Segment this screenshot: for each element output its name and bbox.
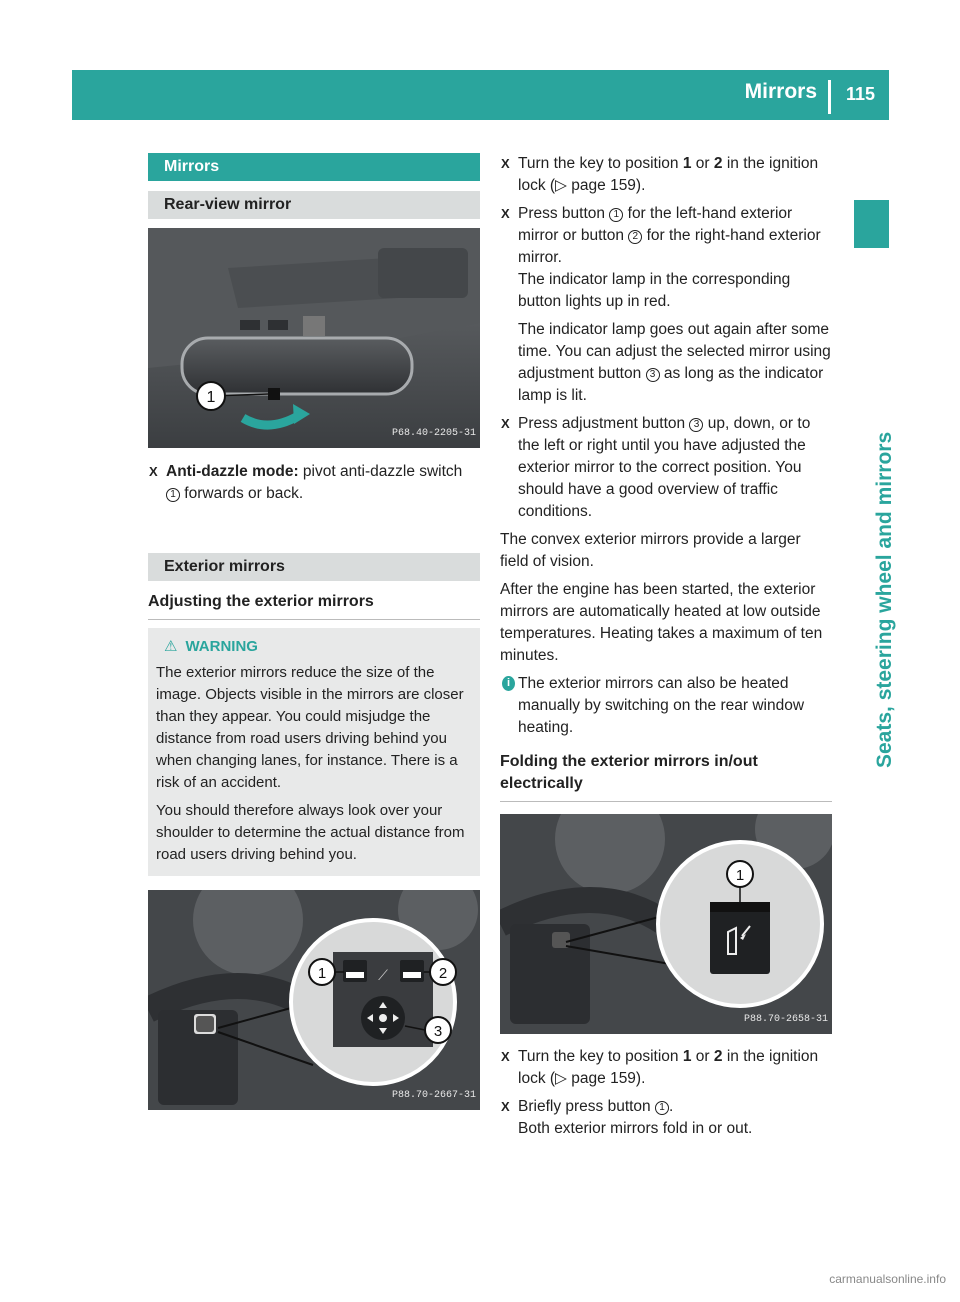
svg-text:1: 1 xyxy=(206,389,216,406)
page-reference[interactable]: page 159). xyxy=(571,1070,646,1087)
step-text: in the ignition lock ( xyxy=(518,1048,819,1087)
page-ref-arrow-icon: ▷ xyxy=(555,177,567,194)
step-text: pivot anti-dazzle switch xyxy=(298,463,463,480)
callout-1: 1 xyxy=(166,488,180,502)
anti-dazzle-step xyxy=(148,461,480,505)
subsection-exterior-mirrors: Exterior mirrors xyxy=(148,553,480,581)
section-title: Mirrors xyxy=(148,153,480,181)
mirror-switches-illustration xyxy=(148,890,480,1110)
warning-text-2: You should therefore always look over your shoulder to determine the actual distance from road users driving behind you. xyxy=(156,802,465,863)
page-ref-arrow-icon: ▷ xyxy=(555,1070,567,1087)
rear-view-mirror-photo xyxy=(148,228,480,448)
fold-button-illustration xyxy=(500,814,832,1034)
left-column xyxy=(148,153,480,1110)
svg-text:1: 1 xyxy=(735,867,745,884)
mirror-switches-photo xyxy=(148,890,480,1110)
step-text: Turn the key to position xyxy=(518,1048,683,1065)
chapter-label-text: Seats, steering wheel and mirrors xyxy=(873,431,896,768)
photo-code: P88.70-2667-31 xyxy=(391,1090,476,1101)
callout-2: 2 xyxy=(438,965,448,982)
paragraph-convex: The convex exterior mirrors provide a larger field of vision. xyxy=(500,531,801,570)
info-text: The exterior mirrors can also be heated manually by switching on the rear window heating. xyxy=(518,675,805,736)
step-marker-icon: X xyxy=(501,1099,510,1114)
step-marker-icon: X xyxy=(501,1049,510,1064)
warning-triangle-icon: ⚠ xyxy=(164,638,178,655)
step-text: or xyxy=(691,1048,714,1065)
warning-text-1: The exterior mirrors reduce the size of the image. Objects visible in the mirrors are closer than they appear. You could misjudge the distance from road users driving behind you when changing lanes, for instance. There is a risk of an accident. xyxy=(156,664,464,791)
step-marker-icon: X xyxy=(501,416,510,431)
step-text: or xyxy=(691,155,714,172)
step-marker-icon: X xyxy=(149,464,158,479)
header-title: Mirrors xyxy=(744,80,817,103)
step-marker-icon: X xyxy=(501,206,510,221)
step-text: forwards or back. xyxy=(180,485,304,502)
callout-3: 3 xyxy=(689,418,703,432)
callout-2: 2 xyxy=(628,230,642,244)
step-turn-key-2 xyxy=(500,1046,832,1090)
heading-folding: Folding the exterior mirrors in/out electrically xyxy=(500,751,832,802)
info-icon: i xyxy=(502,676,515,691)
anti-dazzle-label: Anti-dazzle mode: xyxy=(166,463,299,480)
page-header xyxy=(72,70,889,120)
step-press-fold xyxy=(500,1096,832,1140)
key-position-2: 2 xyxy=(713,155,723,172)
step-text: . xyxy=(668,1098,674,1115)
step-note xyxy=(518,319,832,407)
header-divider xyxy=(828,80,831,114)
key-position-2: 2 xyxy=(713,1048,723,1065)
step-turn-key xyxy=(500,153,832,197)
step-text: Press button xyxy=(518,205,610,222)
step-text: Turn the key to position xyxy=(518,155,683,172)
step-text: as long as the indicator lamp is lit. xyxy=(518,365,824,404)
callout-1: 1 xyxy=(609,208,623,222)
callout-1: 1 xyxy=(655,1101,669,1115)
step-text: in the ignition lock ( xyxy=(518,155,819,194)
paragraph-heating: After the engine has been started, the exterior mirrors are automatically heated at low outside temperatures. Heating takes a maximum of ten minutes. xyxy=(500,581,823,664)
step-text: up, down, or to the left or right until you have adjusted the exterior mirror to the correct position. You should have a good overview of traffic conditions. xyxy=(518,415,811,520)
rear-view-mirror-illustration xyxy=(148,228,480,448)
callout-1: 1 xyxy=(317,965,327,982)
chapter-label xyxy=(840,258,900,768)
info-note xyxy=(500,673,832,739)
step-press-button xyxy=(500,203,832,407)
chapter-tab xyxy=(854,200,889,248)
step-text: Press adjustment button xyxy=(518,415,690,432)
page-number: 115 xyxy=(845,84,875,104)
right-column xyxy=(500,153,832,1140)
step-text: The indicator lamp in the corresponding button lights up in red. xyxy=(518,271,791,310)
watermark: carmanualsonline.info xyxy=(829,1272,946,1286)
step-text: The indicator lamp goes out again after some time. You can adjust the selected mirror using adjustment button xyxy=(518,321,831,382)
callout-3: 3 xyxy=(433,1023,443,1040)
warning-box xyxy=(148,628,480,876)
svg-text:⟋: ⟋ xyxy=(378,968,388,984)
key-position-1: 1 xyxy=(682,1048,692,1065)
fold-button-photo xyxy=(500,814,832,1034)
callout-3: 3 xyxy=(646,368,660,382)
step-text: Both exterior mirrors fold in or out. xyxy=(518,1120,753,1137)
photo-code: P88.70-2658-31 xyxy=(743,1014,828,1025)
step-text: Briefly press button xyxy=(518,1098,655,1115)
page-reference[interactable]: page 159). xyxy=(571,177,646,194)
heading-adjusting: Adjusting the exterior mirrors xyxy=(148,591,480,620)
step-marker-icon: X xyxy=(501,156,510,171)
step-adjust xyxy=(500,413,832,523)
warning-header xyxy=(156,636,472,658)
step-text: for the right-hand exterior mirror. xyxy=(518,227,821,266)
key-position-1: 1 xyxy=(682,155,692,172)
photo-code: P68.40-2205-31 xyxy=(391,428,476,439)
warning-title: WARNING xyxy=(185,638,258,655)
subsection-rear-view-mirror: Rear-view mirror xyxy=(148,191,480,219)
step-text: for the left-hand exterior mirror or button xyxy=(518,205,793,244)
